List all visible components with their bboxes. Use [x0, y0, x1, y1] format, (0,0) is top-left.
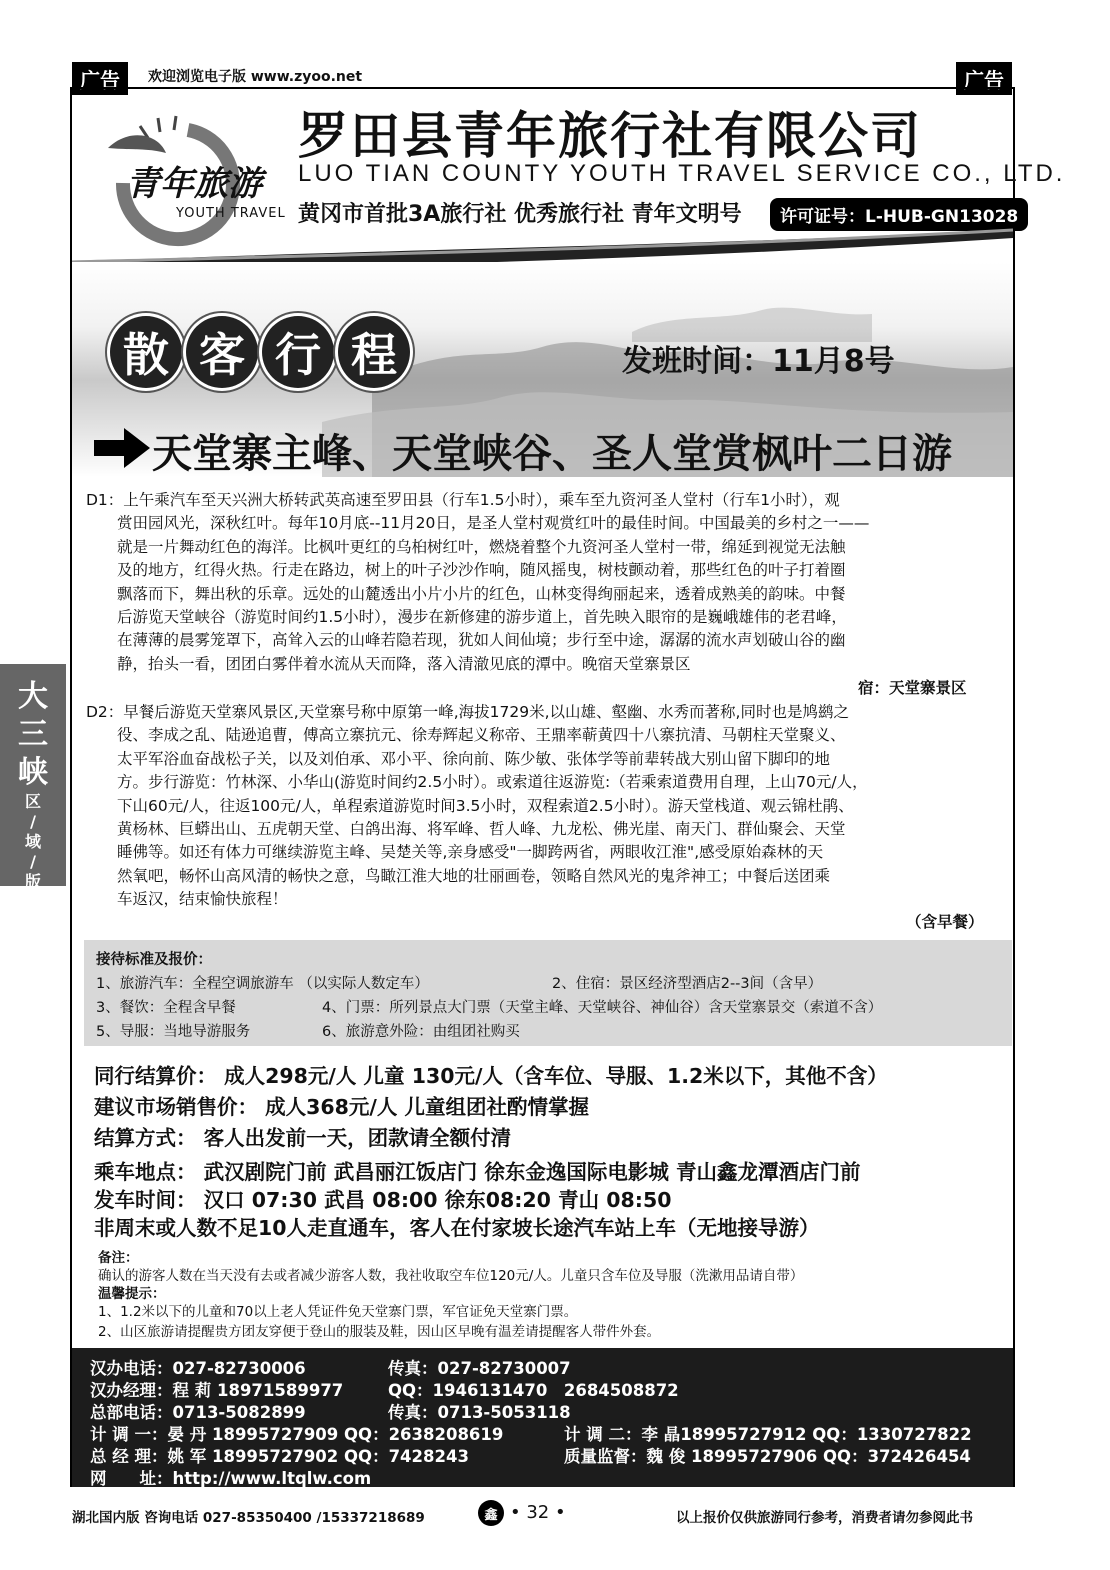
itinerary-line: 静，抬头一看，团团白雾伴着水流从天而降，落入清澈见底的潭中。晚宿天堂寨景区 [86, 654, 691, 673]
side-tab-char: 大 [18, 679, 48, 714]
itinerary-line: 方。步行游览：竹林深、小华山(游览时间约2.5小时）。或索道往返游览:（若乘索道费用自理，上山70元/人， [86, 773, 868, 792]
itinerary-line: 下山60元/人，往返100元/人，单程索道游览时间3.5小时，双程索道2.5小时）。游天堂栈道、观云锦杜鹃、 [86, 796, 854, 815]
dispatcher-2: 计 调 二：李 晶18995727912 QQ：1330727822 [564, 1425, 972, 1444]
footer-disclaimer: 以上报价仅供旅游同行参考，消费者请勿参阅此书 [676, 1510, 973, 1526]
pickup-points: 乘车地点： 武汉剧院门前 武昌丽江饭店门 徐东金逸国际电影城 青山鑫龙潭酒店门前 [94, 1160, 861, 1184]
day1-lodging: 宿：天堂寨景区 [858, 679, 967, 697]
contact-panel [72, 1348, 1013, 1487]
page-badge-icon: 鑫 [478, 1500, 504, 1526]
tip-item: 1、1.2米以下的儿童和70以上老人凭证件免天堂寨门票，军官证免天堂寨门票。 [98, 1304, 578, 1320]
departure-date: 发班时间：11月8号 [622, 344, 895, 379]
hq-fax: 传真：0713-5053118 [388, 1403, 571, 1422]
itinerary-line: 及的地方，红得火热。行走在路边，树上的叶子沙沙作响，随风摇曳，树枝颤动着，那些红色的叶子打着圈 [86, 561, 846, 580]
badge-char: 行 [262, 316, 334, 388]
remark-text: 确认的游客人数在当天没有去或者减少游客人数，我社收取空车位120元/人。儿童只含车位及导服（洗漱用品请自带） [98, 1268, 804, 1284]
side-tab-char: 域 [24, 832, 41, 851]
side-tab-char: 峡 [18, 755, 48, 790]
badge-char: 客 [186, 316, 258, 388]
peer-price: 同行结算价： 成人298元/人 儿童 130元/人（含车位、导服、1.2米以下，其他不含） [94, 1064, 888, 1088]
remark-title: 备注： [98, 1250, 139, 1266]
itinerary-day1 [86, 489, 1006, 676]
ad-label-right: 广告 [956, 62, 1012, 95]
standard-item: 5、导服：当地导游服务 [96, 1024, 251, 1040]
company-name-en: LUO TIAN COUNTY YOUTH TRAVEL SERVICE CO., LTD. [298, 160, 1066, 187]
departure-times: 发车时间： 汉口 07:30 武昌 08:00 徐东08:20 青山 08:50 [94, 1188, 672, 1212]
route-title: 天堂寨主峰、天堂峡谷、圣人堂赏枫叶二日游 [152, 430, 952, 477]
standard-item: 6、旅游意外险：由组团社购买 [322, 1024, 520, 1040]
tip-item: 2、山区旅游请提醒贵方团友穿便于登山的服装及鞋，因山区早晚有温差请提醒客人带件外套。 [98, 1324, 661, 1340]
tips-title: 温馨提示： [98, 1286, 166, 1302]
settlement-method: 结算方式： 客人出发前一天，团款请全额付清 [94, 1126, 512, 1150]
itinerary-line: 在薄薄的晨雾笼罩下，高耸入云的山峰若隐若现，犹如人间仙境；步行至中途，潺潺的流水声划破山谷的幽 [86, 631, 846, 650]
website: 网 址：http://www.ltqlw.com [90, 1469, 372, 1488]
itinerary-line: 就是一片舞动红色的海洋。比枫叶更红的乌桕树红叶，燃烧着整个九资河圣人堂村一带，绵延到视觉无法触 [86, 537, 846, 556]
page-number: • 32 • [510, 1502, 566, 1523]
side-tab-char: 版 [24, 872, 41, 891]
badge-char: 程 [338, 316, 410, 388]
itinerary-line: 役、李成之乱、陆逊追曹，傅高立寨抗元、徐寿辉起义称帝、王鼎率蕲黄四十八寨抗清、马朝柱天堂聚义、 [86, 726, 846, 745]
standards-title: 接待标准及报价： [96, 952, 212, 968]
itinerary-line: 飘落而下，舞出秋的乐章。远处的山麓透出小片小片的红色，山林变得绚丽起来，透着成熟美的韵味。中餐 [86, 584, 846, 603]
standard-item: 3、餐饮：全程含早餐 [96, 1000, 236, 1016]
company-logo [88, 108, 288, 248]
region-side-tab [0, 664, 66, 891]
company-honors: 黄冈市首批3A旅行社 优秀旅行社 青年文明号 [298, 202, 742, 227]
footer-edition: 湖北国内版 咨询电话 027-85350400 /15337218689 [72, 1510, 425, 1526]
reception-standards [84, 940, 1012, 1046]
itinerary-line: 太平军浴血奋战松子关，以及刘伯承、邓小平、徐向前、陈少敏、张体学等前辈转战大别山留下脚印的地 [86, 749, 831, 768]
tour-type-badge [110, 316, 410, 388]
license-badge: 许可证号：L-HUB-GN13028 [770, 198, 1028, 231]
itinerary-line: D1：上午乘汽车至天兴洲大桥转武英高速至罗田县（行车1.5小时），乘车至九资河圣人堂村（行车1小时），观 [86, 491, 840, 509]
itinerary-line: 后游览天堂峡谷（游览时间约1.5小时），漫步在新修建的游步道上，首先映入眼帘的是巍峨雄伟的老君峰， [86, 608, 847, 627]
hankou-manager: 汉办经理：程 莉 18971589977 [90, 1381, 344, 1400]
logo-english: YOUTH TRAVEL [176, 206, 286, 221]
side-tab-char: 区 [24, 792, 41, 811]
side-tab-char: / [30, 812, 36, 831]
quality-supervisor: 质量监督：魏 俊 18995727906 QQ：372426454 [564, 1447, 971, 1466]
day2-meal: （含早餐） [906, 913, 984, 931]
side-tab-char: 三 [18, 717, 48, 752]
direct-bus-note: 非周末或人数不足10人走直通车，客人在付家坡长途汽车站上车（无地接导游） [94, 1216, 820, 1240]
itinerary-line: D2：早餐后游览天堂寨风景区,天堂寨号称中原第一峰,海拔1729米,以山雄、壑幽、水秀而著称,同时也是鸠鹚之 [86, 703, 849, 721]
company-name-zh: 罗田县青年旅行社有限公司 [298, 106, 922, 165]
welcome-text: 欢迎浏览电子版 www.zyoo.net [148, 69, 363, 85]
itinerary-line: 睡佛等。如还有体力可继续游览主峰、吴楚关等,亲身感受"一脚跨两省，两眼收江淮",感受原始森林的天 [86, 843, 824, 862]
badge-char: 散 [110, 316, 182, 388]
dispatcher-1: 计 调 一：晏 丹 18995727909 QQ：2638208619 [90, 1425, 504, 1444]
arrow-right-icon [92, 426, 152, 470]
itinerary-line: 然氧吧，畅怀山高风清的畅快之意，鸟瞰江淮大地的壮丽画卷，领略自然风光的鬼斧神工；中餐后送团乘 [86, 866, 831, 885]
itinerary-line: 黄杨林、巨蟒出山、五虎朝天堂、白鸽出海、将军峰、哲人峰、九龙松、佛光崖、南天门、群仙聚会、天堂 [86, 820, 846, 839]
hankou-qq: QQ：1946131470 2684508872 [388, 1381, 679, 1400]
ad-label-left: 广告 [72, 62, 128, 95]
itinerary-day2 [86, 701, 1006, 912]
general-manager: 总 经 理：姚 军 18995727902 QQ：7428243 [90, 1447, 469, 1466]
standard-item: 4、门票：所列景点大门票（天堂主峰、天堂峡谷、神仙谷）含天堂寨景交（索道不含） [322, 1000, 883, 1016]
retail-price: 建议市场销售价： 成人368元/人 儿童组团社酌情掌握 [94, 1095, 590, 1119]
standard-item: 1、旅游汽车：全程空调旅游车 （以实际人数定车） [96, 976, 429, 992]
hankou-phone: 汉办电话：027-82730006 [90, 1359, 306, 1378]
logo-calligraphy: 青年旅游 [126, 164, 262, 204]
standard-item: 2、住宿：景区经济型酒店2--3间（含早） [552, 976, 823, 992]
side-tab-char: / [30, 852, 36, 871]
itinerary-line: 赏田园风光，深秋红叶。每年10月底--11月20日，是圣人堂村观赏红叶的最佳时间。中国最美的乡村之一—— [86, 514, 870, 533]
hq-phone: 总部电话：0713-5082899 [90, 1403, 306, 1422]
itinerary-line: 车返汉，结束愉快旅程！ [86, 890, 288, 909]
hankou-fax: 传真：027-82730007 [388, 1359, 571, 1378]
